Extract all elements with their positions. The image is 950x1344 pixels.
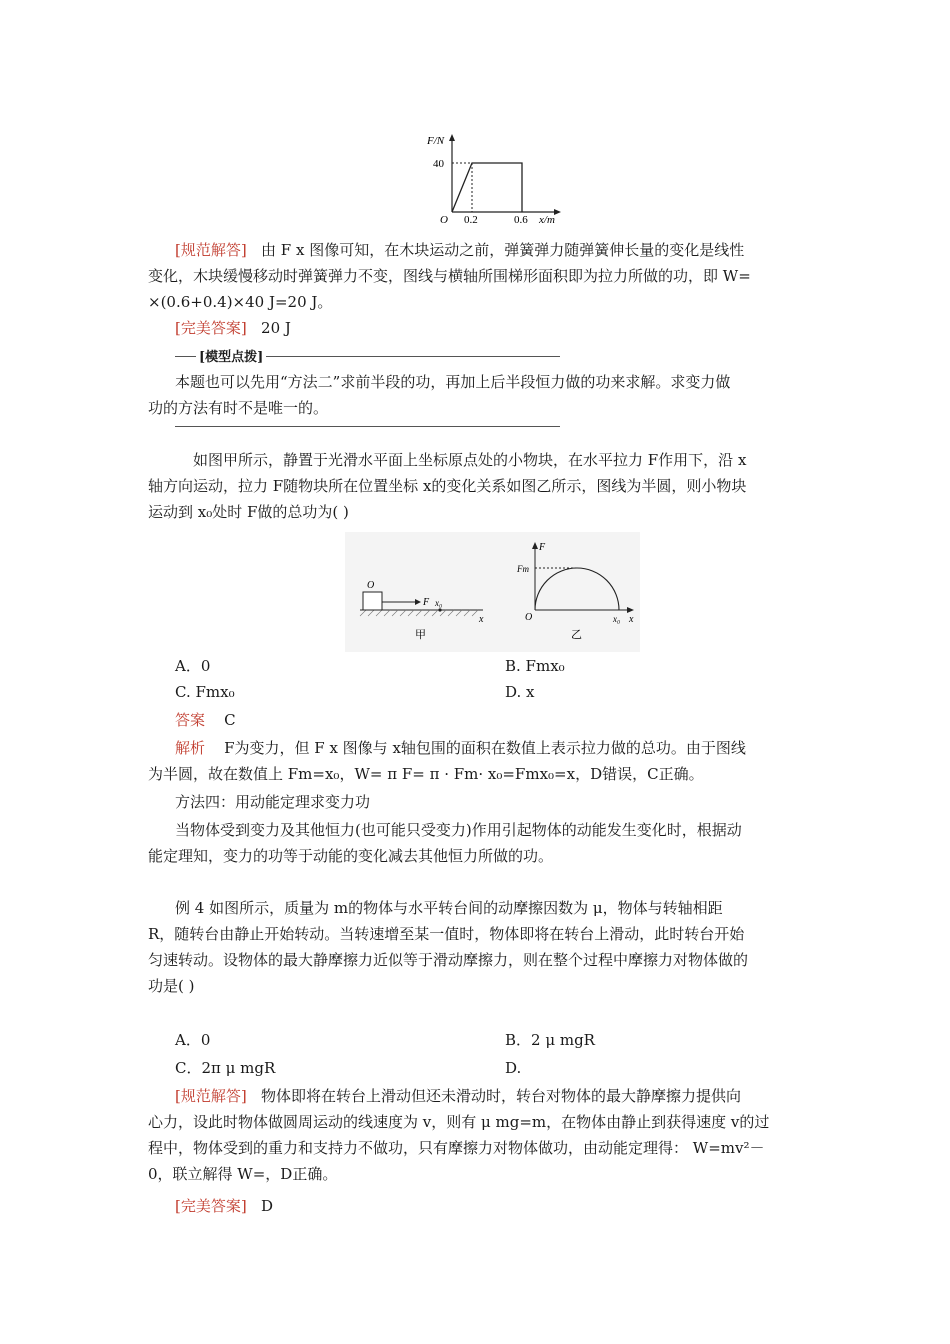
figure-background <box>345 532 640 652</box>
solution-line-3: ×(0.6+0.4)×40 J=20 J。 <box>148 293 333 311</box>
force-curve <box>452 163 522 212</box>
example-solution-line-4: 0，联立解得 W=，D正确。 <box>148 1165 338 1183</box>
tip-bottom-rule <box>175 426 560 427</box>
question-line-2: 轴方向运动，拉力 F随物块所在位置坐标 x的变化关系如图乙所示，图线为半圆，则小物块 <box>148 477 747 495</box>
analysis-line-1 <box>175 738 815 758</box>
answer-value: C <box>224 711 236 729</box>
question-line-1: 如图甲所示，静置于光滑水平面上坐标原点处的小物块，在水平拉力 F作用下，沿 x <box>193 451 747 469</box>
y-axis-label: F/N <box>427 135 445 147</box>
semicircle-x-label: x <box>629 614 634 625</box>
example-solution-line-2: 心力，设此时物体做圆周运动的线速度为 v，则有 μ mg=m，在物体由静止到获得速度 v的过 <box>148 1113 770 1131</box>
solution-line-2: 变化，木块缓慢移动时弹簧弹力不变，图线与横轴所围梯形面积即为拉力所做的功，即 W= <box>148 267 751 285</box>
model-tip-title: [模型点拨] <box>196 346 266 365</box>
question-line-3: 运动到 x₀处时 F做的总功为( ) <box>148 503 349 521</box>
fm-label: Fm <box>517 564 529 574</box>
example-perfect-answer-value: D <box>261 1197 274 1215</box>
example-perfect-answer-line <box>175 1196 815 1216</box>
block-and-semicircle-figure <box>345 532 640 652</box>
y-tick-label: 40 <box>433 158 444 170</box>
example-four-line-2: R，随转台由静止开始转动。当转速增至某一值时，物体即将在转台上滑动，此时转台开始 <box>148 925 745 943</box>
perfect-answer-value: 20 J <box>261 319 291 337</box>
analysis-text-1: F为变力，但 F x 图像与 x轴包围的面积在数值上表示拉力做的总功。由于图线 <box>224 739 746 757</box>
answer-line <box>175 710 815 730</box>
example-option-a: A．0 <box>175 1031 211 1049</box>
solution-text-1: 由 F x 图像可知，在木块运动之前，弹簧弹力随弹簧伸长量的变化是线性 <box>261 241 745 259</box>
option-b: B. Fmx₀ <box>505 657 565 675</box>
perfect-answer-line-1 <box>175 318 815 338</box>
block-origin-label: O <box>367 580 375 591</box>
semicircle-x0-label: x₀ <box>613 614 621 624</box>
block <box>363 592 382 610</box>
option-d: D. x <box>505 683 535 701</box>
force-displacement-graph <box>415 130 565 225</box>
x-label-a: x <box>479 614 484 625</box>
semicircle-origin-label: O <box>525 612 533 623</box>
solution-line-1 <box>175 240 815 260</box>
example-perfect-answer-tag: [完美答案] <box>175 1197 247 1215</box>
x-axis-arrow <box>554 209 561 215</box>
x0-marker <box>438 608 441 611</box>
tip-line-2: 功的方法有时不是唯一的。 <box>148 399 329 417</box>
standard-solution-tag: [规范解答] <box>175 241 247 259</box>
origin-label: O <box>440 214 448 225</box>
answer-label: 答案 <box>175 711 206 729</box>
caption-jia: 甲 <box>415 628 426 641</box>
y-axis-arrow <box>449 134 455 141</box>
example-four-line-3: 匀速转动。设物体的最大静摩擦力近似等于滑动摩擦力，则在整个过程中摩擦力对物体做的 <box>148 951 749 969</box>
analysis-line-2: 为半圆，故在数值上 Fm=x₀，W= π F= π · Fm· x₀=Fmx₀=x，D错误，C正确。 <box>148 765 704 783</box>
example-option-c: C．2π μ mgR <box>175 1059 276 1077</box>
analysis-label: 解析 <box>175 739 206 757</box>
caption-yi: 乙 <box>571 628 582 641</box>
x-tick-label-1: 0.2 <box>464 214 478 225</box>
example-solution-text-1: 物体即将在转台上滑动但还未滑动时，转台对物体的最大静摩擦力提供向 <box>261 1087 742 1105</box>
example-solution-line-3: 程中，物体受到的重力和支持力不做功，只有摩擦力对物体做功，由动能定理得： W=mv²－ <box>148 1139 765 1157</box>
method-four-title: 方法四：用动能定理求变力功 <box>175 793 371 811</box>
example-four-line-1: 例 4 如图所示，质量为 m的物体与水平转台间的动摩擦因数为 μ，物体与转轴相距 <box>175 899 723 917</box>
semicircle-F-label: F <box>539 542 546 553</box>
x-tick-label-2: 0.6 <box>514 214 528 225</box>
method-four-line-1: 当物体受到变力及其他恒力(也可能只受变力)作用引起物体的动能发生变化时，根据动 <box>175 821 742 839</box>
option-a: A．0 <box>175 657 211 675</box>
example-four-line-4: 功是( ) <box>148 977 195 995</box>
example-solution-line-1 <box>175 1086 815 1106</box>
x-axis-label: x/m <box>539 214 555 225</box>
option-c: C. Fmx₀ <box>175 683 235 701</box>
x0-label: x₀ <box>435 598 443 608</box>
tip-line-1: 本题也可以先用“方法二”求前半段的功，再加上后半段恒力做的功来求解。求变力做 <box>175 373 731 391</box>
perfect-answer-tag: [完美答案] <box>175 319 247 337</box>
example-option-b: B．2 μ mgR <box>505 1031 595 1049</box>
method-four-line-2: 能定理知，变力的功等于动能的变化减去其他恒力所做的功。 <box>148 847 554 865</box>
example-option-d: D. <box>505 1059 522 1077</box>
example-standard-solution-tag: [规范解答] <box>175 1087 247 1105</box>
force-label: F <box>423 597 430 608</box>
